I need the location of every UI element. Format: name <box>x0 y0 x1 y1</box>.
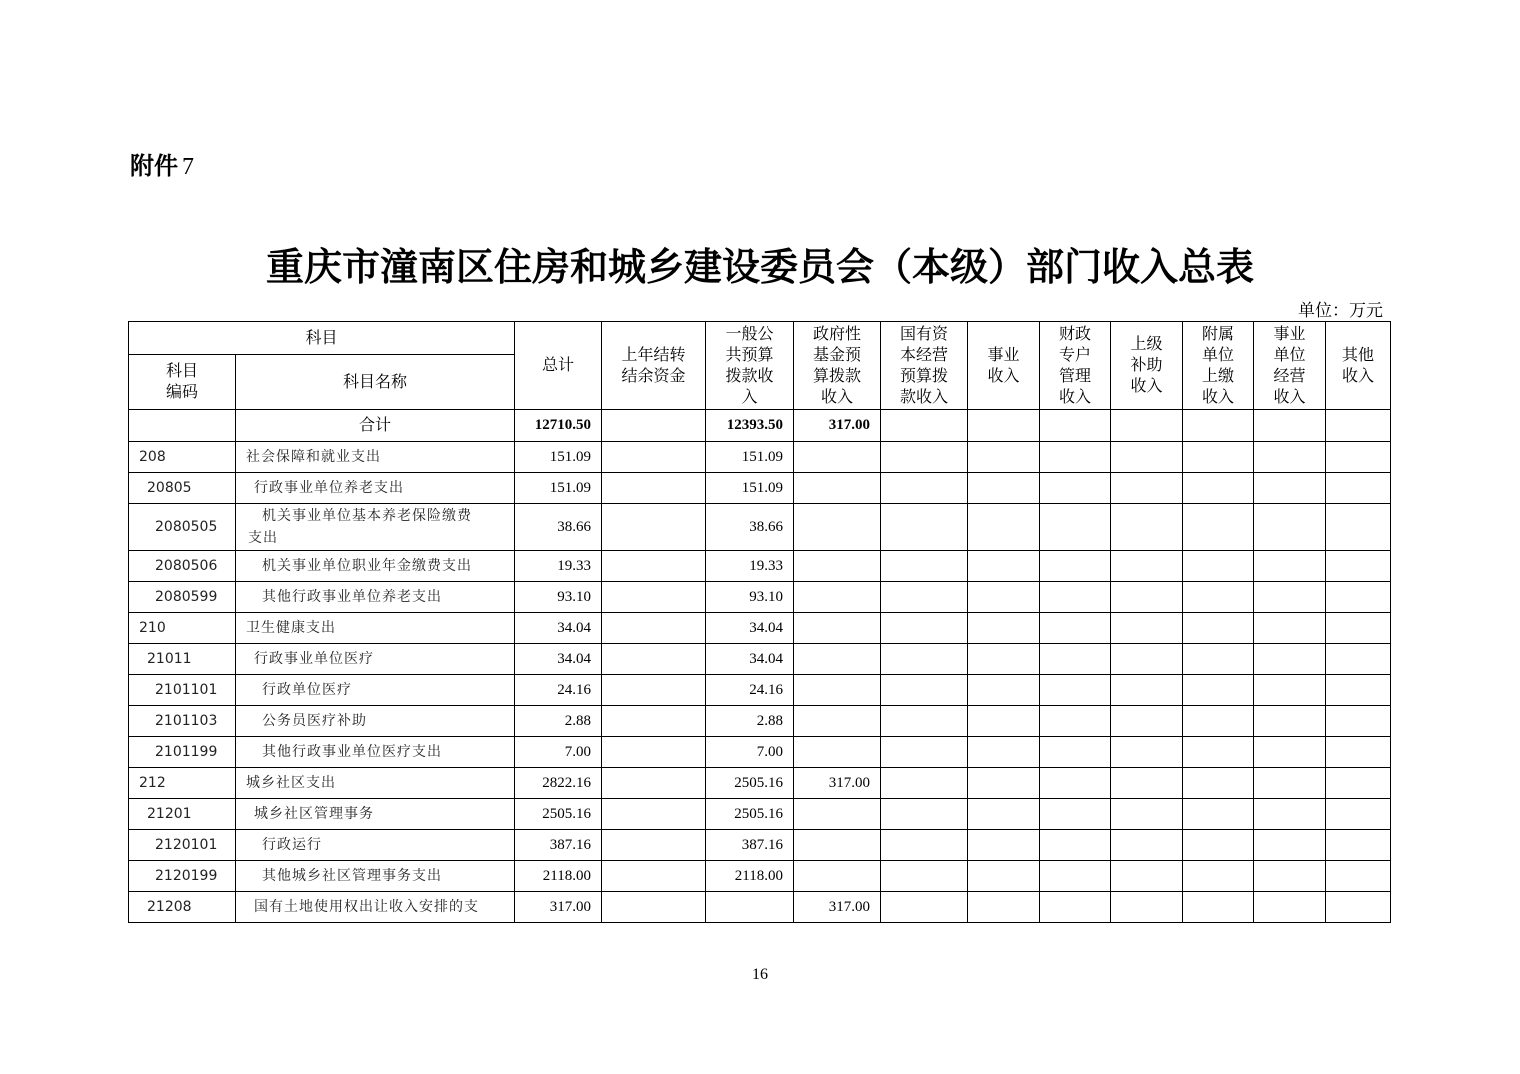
value-cell <box>1111 504 1183 551</box>
value-cell <box>1183 613 1254 644</box>
total-code-cell <box>129 410 236 442</box>
value-cell <box>1111 675 1183 706</box>
column-header: 上年结转结余资金 <box>602 322 706 410</box>
value-cell <box>602 892 706 923</box>
subject-name-cell: 国有土地使用权出让收入安排的支 <box>236 892 515 923</box>
subject-name-cell: 其他行政事业单位医疗支出 <box>236 737 515 768</box>
value-cell: 7.00 <box>515 737 602 768</box>
subject-code-cell: 212 <box>129 768 236 799</box>
value-cell <box>881 706 968 737</box>
value-cell <box>1040 675 1111 706</box>
value-cell <box>602 504 706 551</box>
table-row <box>129 504 1391 551</box>
value-cell <box>794 830 881 861</box>
value-cell <box>1254 504 1326 551</box>
column-header: 一般公共预算拨款收入 <box>706 322 794 410</box>
subject-name-cell: 公务员医疗补助 <box>236 706 515 737</box>
value-cell: 2.88 <box>706 706 794 737</box>
subject-code-cell: 2120199 <box>129 861 236 892</box>
total-value: 317.00 <box>794 410 881 442</box>
value-cell <box>1254 644 1326 675</box>
value-cell <box>794 551 881 582</box>
total-value <box>881 410 968 442</box>
value-cell <box>1040 473 1111 504</box>
value-cell: 2505.16 <box>515 799 602 830</box>
table-row <box>129 644 1391 675</box>
value-cell <box>1326 892 1391 923</box>
total-value <box>1040 410 1111 442</box>
column-header: 上级补助收入 <box>1111 322 1183 410</box>
table-row <box>129 892 1391 923</box>
value-cell <box>1111 799 1183 830</box>
subject-code-cell: 20805 <box>129 473 236 504</box>
value-cell <box>968 861 1040 892</box>
subject-name-cell: 行政事业单位医疗 <box>236 644 515 675</box>
subject-code-cell: 21011 <box>129 644 236 675</box>
value-cell <box>602 830 706 861</box>
value-cell: 2505.16 <box>706 768 794 799</box>
value-cell: 317.00 <box>515 892 602 923</box>
column-header: 国有资本经营预算拨款收入 <box>881 322 968 410</box>
value-cell: 24.16 <box>706 675 794 706</box>
value-cell <box>1111 644 1183 675</box>
value-cell <box>602 737 706 768</box>
value-cell <box>881 613 968 644</box>
value-cell <box>1254 473 1326 504</box>
page-number: 16 <box>752 966 768 983</box>
value-cell: 387.16 <box>515 830 602 861</box>
value-cell <box>1326 737 1391 768</box>
value-cell <box>1326 830 1391 861</box>
value-cell <box>968 768 1040 799</box>
total-value <box>602 410 706 442</box>
value-cell <box>968 644 1040 675</box>
column-header: 事业单位经营收入 <box>1254 322 1326 410</box>
total-value <box>1326 410 1391 442</box>
value-cell <box>1326 675 1391 706</box>
subject-name-cell <box>236 504 515 551</box>
value-cell: 151.09 <box>706 442 794 473</box>
value-cell <box>794 582 881 613</box>
value-cell <box>881 737 968 768</box>
subject-name-cell: 城乡社区管理事务 <box>236 799 515 830</box>
income-table <box>128 321 1391 923</box>
subject-code-cell: 210 <box>129 613 236 644</box>
subject-name-cell: 行政运行 <box>236 830 515 861</box>
value-cell <box>1040 830 1111 861</box>
value-cell <box>1111 861 1183 892</box>
value-cell <box>1183 892 1254 923</box>
subject-name-cell: 城乡社区支出 <box>236 768 515 799</box>
subject-name-line: 机关事业单位基本养老保险缴费 <box>262 508 472 524</box>
subject-code-cell: 2101101 <box>129 675 236 706</box>
subject-code-cell: 2120101 <box>129 830 236 861</box>
value-cell <box>602 473 706 504</box>
name-header: 科目名称 <box>236 355 515 410</box>
value-cell <box>1111 551 1183 582</box>
value-cell <box>1254 861 1326 892</box>
value-cell <box>1254 706 1326 737</box>
table-row <box>129 613 1391 644</box>
value-cell <box>1183 551 1254 582</box>
value-cell <box>1183 768 1254 799</box>
value-cell <box>1183 675 1254 706</box>
value-cell <box>602 675 706 706</box>
column-header: 其他收入 <box>1326 322 1391 410</box>
total-label: 合计 <box>236 410 515 442</box>
subject-name-cell: 机关事业单位职业年金缴费支出 <box>236 551 515 582</box>
value-cell: 19.33 <box>706 551 794 582</box>
attachment-number: 7 <box>182 154 194 180</box>
value-cell <box>1254 442 1326 473</box>
value-cell <box>794 706 881 737</box>
value-cell <box>1254 830 1326 861</box>
value-cell <box>881 551 968 582</box>
value-cell <box>602 551 706 582</box>
subject-header: 科目 <box>129 322 515 355</box>
code-header: 科目编码 <box>129 355 236 410</box>
value-cell <box>1040 551 1111 582</box>
value-cell <box>1111 830 1183 861</box>
value-cell: 19.33 <box>515 551 602 582</box>
value-cell <box>1183 582 1254 613</box>
value-cell <box>1326 613 1391 644</box>
value-cell <box>1254 551 1326 582</box>
value-cell <box>794 442 881 473</box>
value-cell <box>1040 613 1111 644</box>
value-cell <box>968 551 1040 582</box>
value-cell <box>602 799 706 830</box>
value-cell <box>968 799 1040 830</box>
value-cell <box>794 613 881 644</box>
value-cell <box>1183 644 1254 675</box>
value-cell <box>1183 737 1254 768</box>
value-cell: 34.04 <box>706 644 794 675</box>
value-cell <box>794 861 881 892</box>
subject-code-cell: 2101103 <box>129 706 236 737</box>
value-cell <box>968 737 1040 768</box>
value-cell: 317.00 <box>794 892 881 923</box>
subject-name-cell: 其他行政事业单位养老支出 <box>236 582 515 613</box>
value-cell: 387.16 <box>706 830 794 861</box>
subject-name-cell: 社会保障和就业支出 <box>236 442 515 473</box>
total-value <box>1254 410 1326 442</box>
total-value <box>1111 410 1183 442</box>
value-cell <box>1254 737 1326 768</box>
value-cell: 2118.00 <box>706 861 794 892</box>
total-row <box>129 410 1391 442</box>
table-row <box>129 473 1391 504</box>
value-cell <box>1183 799 1254 830</box>
subject-code-cell: 2101199 <box>129 737 236 768</box>
column-header: 总计 <box>515 322 602 410</box>
value-cell <box>968 582 1040 613</box>
table-body <box>129 410 1391 923</box>
value-cell <box>968 442 1040 473</box>
value-cell <box>968 706 1040 737</box>
value-cell <box>602 582 706 613</box>
value-cell <box>881 830 968 861</box>
value-cell <box>1326 473 1391 504</box>
column-header: 政府性基金预算拨款收入 <box>794 322 881 410</box>
value-cell <box>1040 861 1111 892</box>
table-row <box>129 861 1391 892</box>
value-cell <box>881 861 968 892</box>
value-cell: 34.04 <box>515 613 602 644</box>
value-cell <box>881 799 968 830</box>
value-cell <box>1183 861 1254 892</box>
value-cell <box>1111 768 1183 799</box>
value-cell <box>602 768 706 799</box>
table-row <box>129 675 1391 706</box>
value-cell <box>1111 442 1183 473</box>
value-cell <box>881 582 968 613</box>
value-cell <box>1326 861 1391 892</box>
subject-code-cell: 2080505 <box>129 504 236 551</box>
value-cell <box>1326 504 1391 551</box>
value-cell <box>881 675 968 706</box>
value-cell <box>602 861 706 892</box>
subject-name-cell: 行政事业单位养老支出 <box>236 473 515 504</box>
value-cell <box>1040 799 1111 830</box>
value-cell <box>1040 737 1111 768</box>
column-header: 事业收入 <box>968 322 1040 410</box>
unit-label: 单位：万元 <box>1298 301 1383 320</box>
value-cell <box>968 473 1040 504</box>
value-cell <box>1254 675 1326 706</box>
subject-code-cell: 208 <box>129 442 236 473</box>
value-cell <box>1254 582 1326 613</box>
table-row <box>129 799 1391 830</box>
table-row <box>129 706 1391 737</box>
total-value <box>968 410 1040 442</box>
subject-name-cell: 卫生健康支出 <box>236 613 515 644</box>
value-cell <box>1183 442 1254 473</box>
value-cell <box>602 613 706 644</box>
total-value: 12710.50 <box>515 410 602 442</box>
value-cell <box>968 504 1040 551</box>
value-cell: 24.16 <box>515 675 602 706</box>
value-cell: 317.00 <box>794 768 881 799</box>
value-cell: 34.04 <box>706 613 794 644</box>
value-cell <box>1040 706 1111 737</box>
value-cell: 93.10 <box>515 582 602 613</box>
value-cell <box>881 442 968 473</box>
value-cell <box>1326 644 1391 675</box>
column-header: 财政专户管理收入 <box>1040 322 1111 410</box>
value-cell <box>881 768 968 799</box>
value-cell <box>1111 737 1183 768</box>
column-header: 附属单位上缴收入 <box>1183 322 1254 410</box>
value-cell <box>1040 768 1111 799</box>
value-cell <box>1326 551 1391 582</box>
value-cell <box>881 504 968 551</box>
value-cell <box>794 799 881 830</box>
value-cell <box>1040 504 1111 551</box>
value-cell <box>1040 644 1111 675</box>
value-cell: 2.88 <box>515 706 602 737</box>
value-cell <box>1326 582 1391 613</box>
value-cell: 93.10 <box>706 582 794 613</box>
table-row <box>129 737 1391 768</box>
value-cell <box>1040 892 1111 923</box>
table-row <box>129 768 1391 799</box>
value-cell <box>1183 473 1254 504</box>
value-cell: 34.04 <box>515 644 602 675</box>
subject-code-cell: 2080599 <box>129 582 236 613</box>
subject-code-cell: 21201 <box>129 799 236 830</box>
value-cell <box>968 675 1040 706</box>
table-row <box>129 582 1391 613</box>
subject-code-cell: 2080506 <box>129 551 236 582</box>
attachment-text: 附件 <box>130 152 178 180</box>
table-row <box>129 551 1391 582</box>
value-cell <box>794 737 881 768</box>
value-cell <box>1254 768 1326 799</box>
value-cell <box>1111 473 1183 504</box>
value-cell <box>706 892 794 923</box>
value-cell <box>1326 706 1391 737</box>
subject-code-cell: 21208 <box>129 892 236 923</box>
value-cell <box>881 892 968 923</box>
value-cell: 38.66 <box>706 504 794 551</box>
value-cell <box>1040 442 1111 473</box>
value-cell <box>602 442 706 473</box>
value-cell <box>794 504 881 551</box>
value-cell <box>1326 442 1391 473</box>
page-title: 重庆市潼南区住房和城乡建设委员会（本级）部门收入总表 <box>265 244 1254 289</box>
value-cell <box>968 613 1040 644</box>
value-cell <box>1254 799 1326 830</box>
value-cell <box>1254 892 1326 923</box>
value-cell <box>968 830 1040 861</box>
value-cell: 2118.00 <box>515 861 602 892</box>
value-cell: 151.09 <box>515 442 602 473</box>
value-cell: 151.09 <box>706 473 794 504</box>
value-cell <box>794 644 881 675</box>
value-cell <box>1111 613 1183 644</box>
value-cell: 2505.16 <box>706 799 794 830</box>
subject-name-cell: 其他城乡社区管理事务支出 <box>236 861 515 892</box>
value-cell <box>1254 613 1326 644</box>
total-value <box>1183 410 1254 442</box>
value-cell <box>1183 706 1254 737</box>
subject-name-cell: 行政单位医疗 <box>236 675 515 706</box>
value-cell <box>1040 582 1111 613</box>
value-cell: 38.66 <box>515 504 602 551</box>
value-cell <box>602 644 706 675</box>
attachment-label <box>130 146 194 181</box>
value-cell: 2822.16 <box>515 768 602 799</box>
value-cell <box>1111 892 1183 923</box>
value-cell <box>602 706 706 737</box>
value-cell <box>968 892 1040 923</box>
value-cell <box>1111 706 1183 737</box>
value-cell <box>794 473 881 504</box>
value-cell: 151.09 <box>515 473 602 504</box>
value-cell <box>881 473 968 504</box>
value-cell <box>794 675 881 706</box>
subject-name-line: 支出 <box>248 530 278 546</box>
table-row <box>129 442 1391 473</box>
table-row <box>129 830 1391 861</box>
value-cell: 7.00 <box>706 737 794 768</box>
value-cell <box>1183 830 1254 861</box>
value-cell <box>881 644 968 675</box>
value-cell <box>1183 504 1254 551</box>
total-value: 12393.50 <box>706 410 794 442</box>
value-cell <box>1326 799 1391 830</box>
value-cell <box>1326 768 1391 799</box>
value-cell <box>1111 582 1183 613</box>
